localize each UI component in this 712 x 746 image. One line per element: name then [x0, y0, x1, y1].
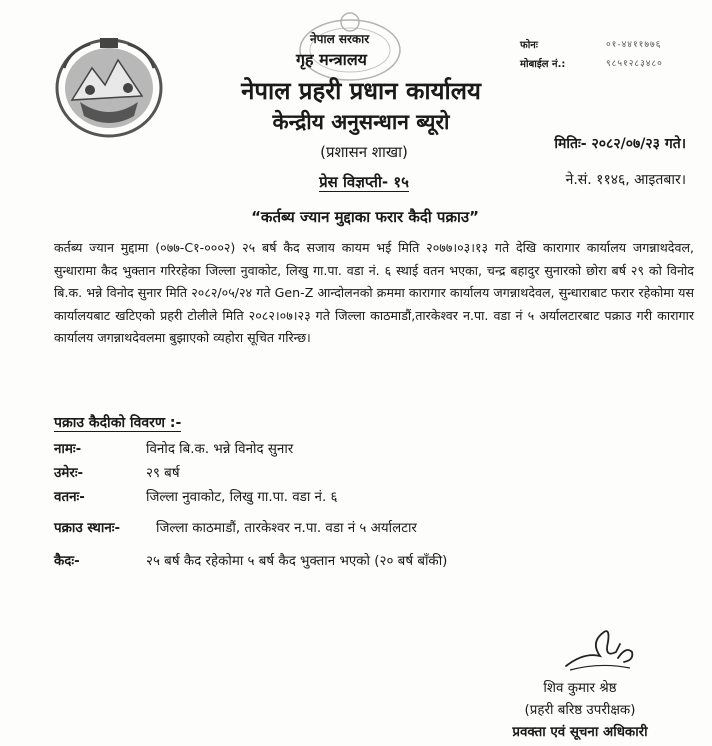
- detail-label: पक्राउ स्थानः-: [54, 521, 121, 536]
- detail-value: विनोद बि.क. भन्ने विनोद सुनार: [146, 442, 294, 457]
- details-title: [54, 413, 181, 432]
- contact-info: [520, 34, 663, 72]
- press-release-title: [0, 172, 712, 192]
- detail-row-age: [54, 463, 694, 481]
- bureau-name: केन्द्रीय अनुसन्धान ब्यूरो: [272, 110, 450, 134]
- detail-row-sentence: [54, 551, 694, 569]
- headline: “कर्तब्य ज्यान मुद्दाका फरार कैदी पक्राउ”: [251, 208, 479, 226]
- mobile-value: ९८५१२८३४८०: [606, 59, 663, 69]
- detail-value: २५ बर्ष कैद रहेकोमा ५ बर्ष कैद भुक्तान भएको (२० बर्ष बाँकी): [146, 554, 448, 569]
- press-release-title-text: प्रेस विज्ञप्ती- १५: [319, 173, 409, 191]
- detail-row-arrest-place: [54, 518, 694, 536]
- signatory-rank: (प्रहरी बरिष्ठ उपरीक्षक): [524, 703, 636, 718]
- detail-row-name: [54, 439, 694, 457]
- detail-label: नामः-: [54, 442, 82, 457]
- phone-value: ०१-४४११७७६: [606, 40, 662, 50]
- signature-icon: [560, 622, 640, 678]
- nepal-sambat-date: ने.सं. ११४६, आइतबार।: [565, 172, 686, 188]
- detail-value: जिल्ला काठमाडौं, तारकेश्वर न.पा. वडा नं ५ अर्यालटार: [156, 521, 417, 536]
- government-name: नेपाल सरकार: [310, 32, 370, 46]
- office-name: नेपाल प्रहरी प्रधान कार्यालय: [241, 77, 481, 105]
- ministry-name: गृह मन्त्रालय: [296, 50, 367, 69]
- detail-label: उमेरः-: [54, 466, 84, 481]
- phone-label: फोनः: [520, 39, 538, 51]
- detail-value: २९ बर्ष: [146, 466, 180, 481]
- branch-name: (प्रशासन शाखा): [320, 143, 408, 161]
- body-paragraph: कर्तब्य ज्यान मुद्दामा (०७७-C१-०००२) २५ बर्ष कैद सजाय कायम भई मिति २०७७।०३।१३ गते देखि कारागार कार्यालय जगन्नाथदेवल, सुन्धारामा कैद भुक्तान गरिरहेका जिल्ला नुवाकोट, लिखु गा.पा. वडा नं. ६ स्थाई वतन भएका, चन्द्र बहादुर सुनारको छोरा बर्ष २९ को विनोद बि.क. भन्ने विनोद सुनार मिति २०८२/०५/२४ गते Gen-Z आन्दोलनको क्रममा कारागार कार्यालय जगन्नाथदेवल, सुन्धाराबाट फरार रहेकोमा यस कार्यालयबाट खटिएको प्रहरी टोलीले मिति २०८२।०७।२३ गते जिल्ला काठमाडौं,तारकेश्वर न.पा. वडा नं ५ अर्यालटारबाट पक्राउ गरी कारागार कार्यालय जगन्नाथदेवलमा बुझाएको व्यहोरा सूचित गरिन्छ।: [54, 240, 694, 345]
- signatory-block: [480, 678, 680, 744]
- detail-value: जिल्ला नुवाकोट, लिखु गा.पा. वडा नं. ६: [146, 490, 338, 505]
- signatory-name: शिव कुमार श्रेष्ठ: [543, 681, 617, 696]
- detail-label: कैदः-: [54, 554, 80, 569]
- signatory-post: प्रवक्ता एवं सूचना अधिकारी: [512, 725, 648, 740]
- details-title-text: पक्राउ कैदीको विवरण :-: [54, 415, 182, 431]
- mobile-label: मोबाईल नं.:: [520, 58, 566, 70]
- detail-row-address: [54, 487, 694, 505]
- issue-date: मितिः- २०८२/०७/२३ गते।: [554, 136, 686, 152]
- detail-label: वतनः-: [54, 490, 85, 505]
